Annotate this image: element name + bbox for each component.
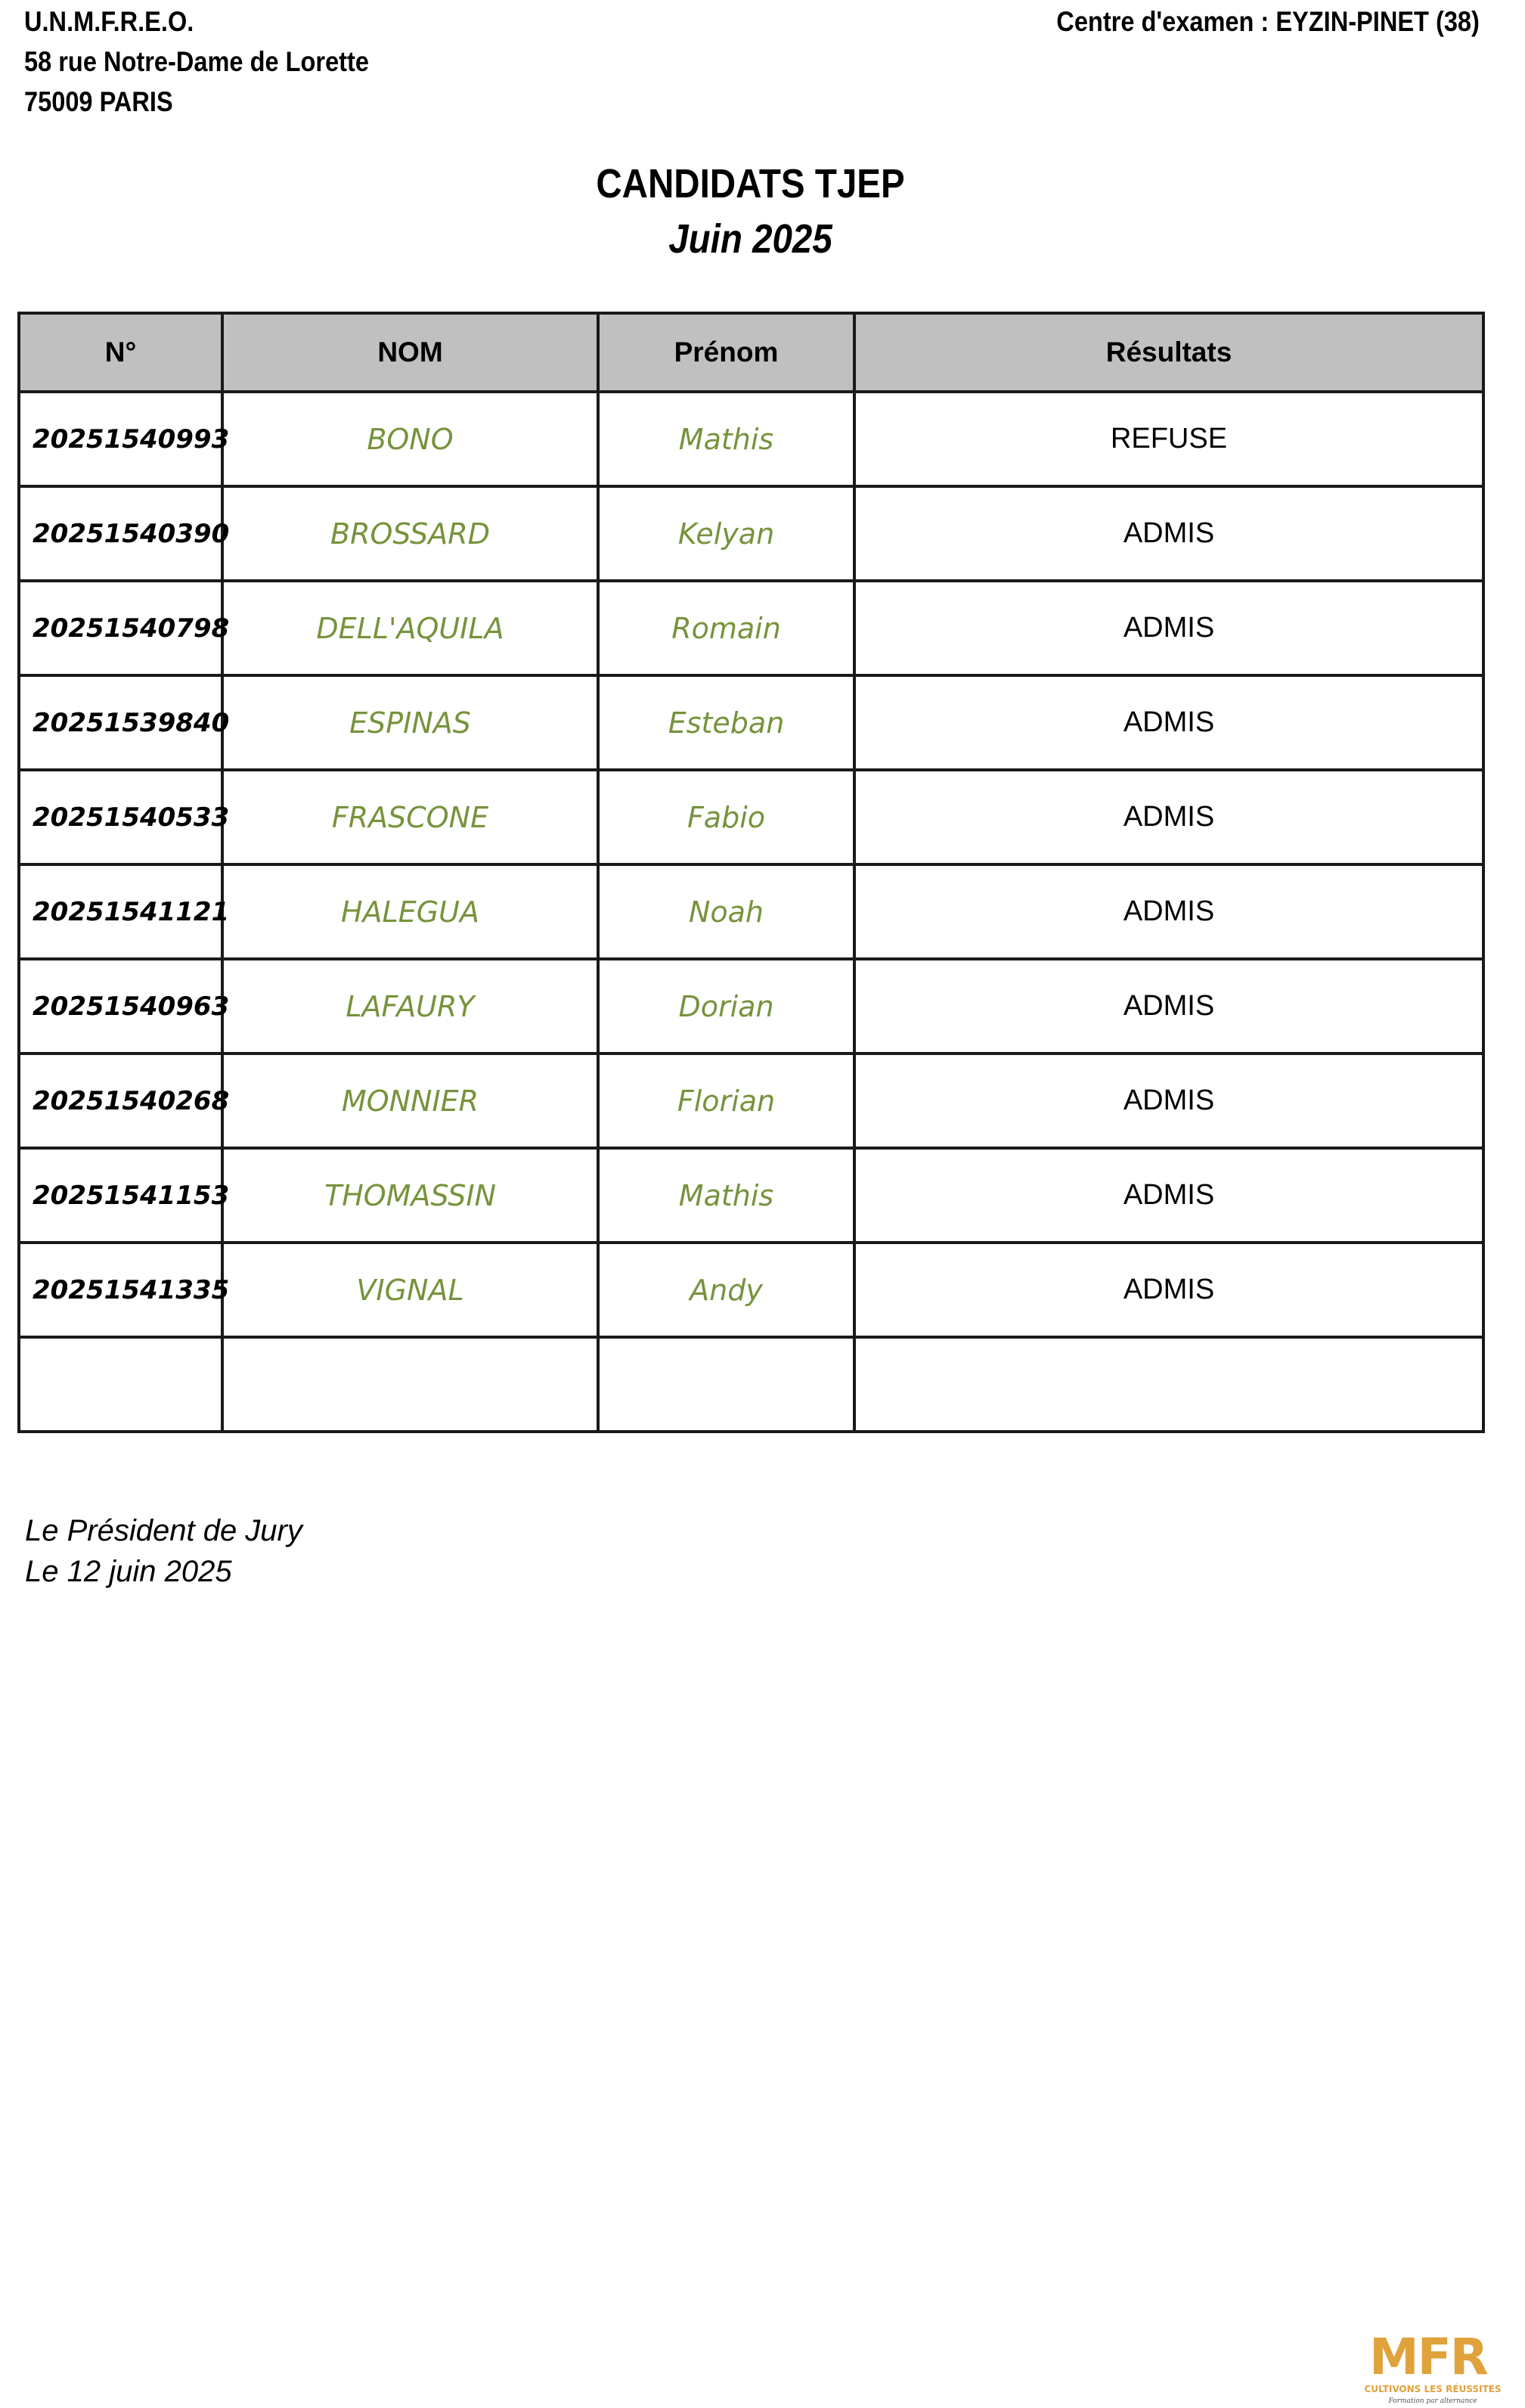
header-nom: NOM [222, 313, 598, 392]
exam-center: Centre d'examen : EYZIN-PINET (38) [1056, 6, 1480, 37]
candidate-number: 20251541121 [19, 864, 222, 959]
logo-text: MFR [1369, 2328, 1487, 2386]
candidate-result: REFUSE [854, 392, 1483, 486]
candidate-number: 20251540798 [19, 581, 222, 675]
org-street: 58 rue Notre-Dame de Lorette [24, 46, 369, 77]
candidate-result: ADMIS [854, 770, 1483, 864]
candidate-lastname [222, 1337, 598, 1432]
table-header-row [19, 313, 1483, 392]
candidate-lastname: VIGNAL [222, 1243, 598, 1337]
candidate-firstname: Fabio [598, 770, 854, 864]
header-prenom: Prénom [598, 313, 854, 392]
candidate-firstname: Mathis [598, 392, 854, 486]
candidate-number: 20251540268 [19, 1054, 222, 1148]
candidate-firstname [598, 1337, 854, 1432]
candidate-lastname: BONO [222, 392, 598, 486]
candidate-result: ADMIS [854, 581, 1483, 675]
header-num: N° [19, 313, 222, 392]
signature-date: Le 12 juin 2025 [25, 1555, 232, 1588]
org-city: 75009 PARIS [24, 86, 173, 117]
table-row [19, 1054, 1483, 1148]
candidate-firstname: Andy [598, 1243, 854, 1337]
table-row [19, 1243, 1483, 1337]
mfr-logo [1357, 2328, 1508, 2406]
organization-address [24, 2, 369, 122]
table-row [19, 581, 1483, 675]
candidate-lastname: ESPINAS [222, 675, 598, 770]
candidate-lastname: FRASCONE [222, 770, 598, 864]
table-row [19, 1337, 1483, 1432]
candidate-lastname: THOMASSIN [222, 1148, 598, 1243]
table-row [19, 770, 1483, 864]
candidate-result [854, 1337, 1483, 1432]
candidate-number: 20251541153 [19, 1148, 222, 1243]
candidate-lastname: LAFAURY [222, 959, 598, 1054]
candidate-firstname: Noah [598, 864, 854, 959]
candidate-result: ADMIS [854, 486, 1483, 581]
logo-tagline: CULTIVONS LES RÉUSSITES [1364, 2384, 1502, 2394]
candidate-result: ADMIS [854, 959, 1483, 1054]
org-name: U.N.M.F.R.E.O. [24, 6, 194, 37]
candidate-firstname: Romain [598, 581, 854, 675]
candidate-lastname: DELL'AQUILA [222, 581, 598, 675]
page-title: CANDIDATS TJEP [596, 161, 905, 206]
table-row [19, 392, 1483, 486]
candidate-result: ADMIS [854, 864, 1483, 959]
candidate-firstname: Esteban [598, 675, 854, 770]
candidate-number: 20251540993 [19, 392, 222, 486]
table-row [19, 486, 1483, 581]
table-row [19, 864, 1483, 959]
candidate-firstname: Kelyan [598, 486, 854, 581]
results-table [17, 312, 1485, 1433]
candidate-result: ADMIS [854, 1148, 1483, 1243]
candidate-number: 20251540533 [19, 770, 222, 864]
candidate-number: 20251540390 [19, 486, 222, 581]
candidate-result: ADMIS [854, 675, 1483, 770]
candidate-lastname: MONNIER [222, 1054, 598, 1148]
candidate-result: ADMIS [854, 1243, 1483, 1337]
candidate-firstname: Florian [598, 1054, 854, 1148]
table-row [19, 959, 1483, 1054]
table-row [19, 675, 1483, 770]
header-resultats: Résultats [854, 313, 1483, 392]
candidate-firstname: Mathis [598, 1148, 854, 1243]
jury-signature [25, 1510, 302, 1592]
candidate-number: 20251541335 [19, 1243, 222, 1337]
candidate-lastname: BROSSARD [222, 486, 598, 581]
jury-president: Le Président de Jury [25, 1514, 302, 1547]
logo-subtitle: Formation par alternance [1388, 2397, 1477, 2405]
candidate-number: 20251539840 [19, 675, 222, 770]
candidate-number: 20251540963 [19, 959, 222, 1054]
candidate-number [19, 1337, 222, 1432]
candidate-firstname: Dorian [598, 959, 854, 1054]
candidate-result: ADMIS [854, 1054, 1483, 1148]
table-body [19, 392, 1483, 1432]
table-row [19, 1148, 1483, 1243]
page-subtitle: Juin 2025 [668, 216, 832, 262]
candidate-lastname: HALEGUA [222, 864, 598, 959]
